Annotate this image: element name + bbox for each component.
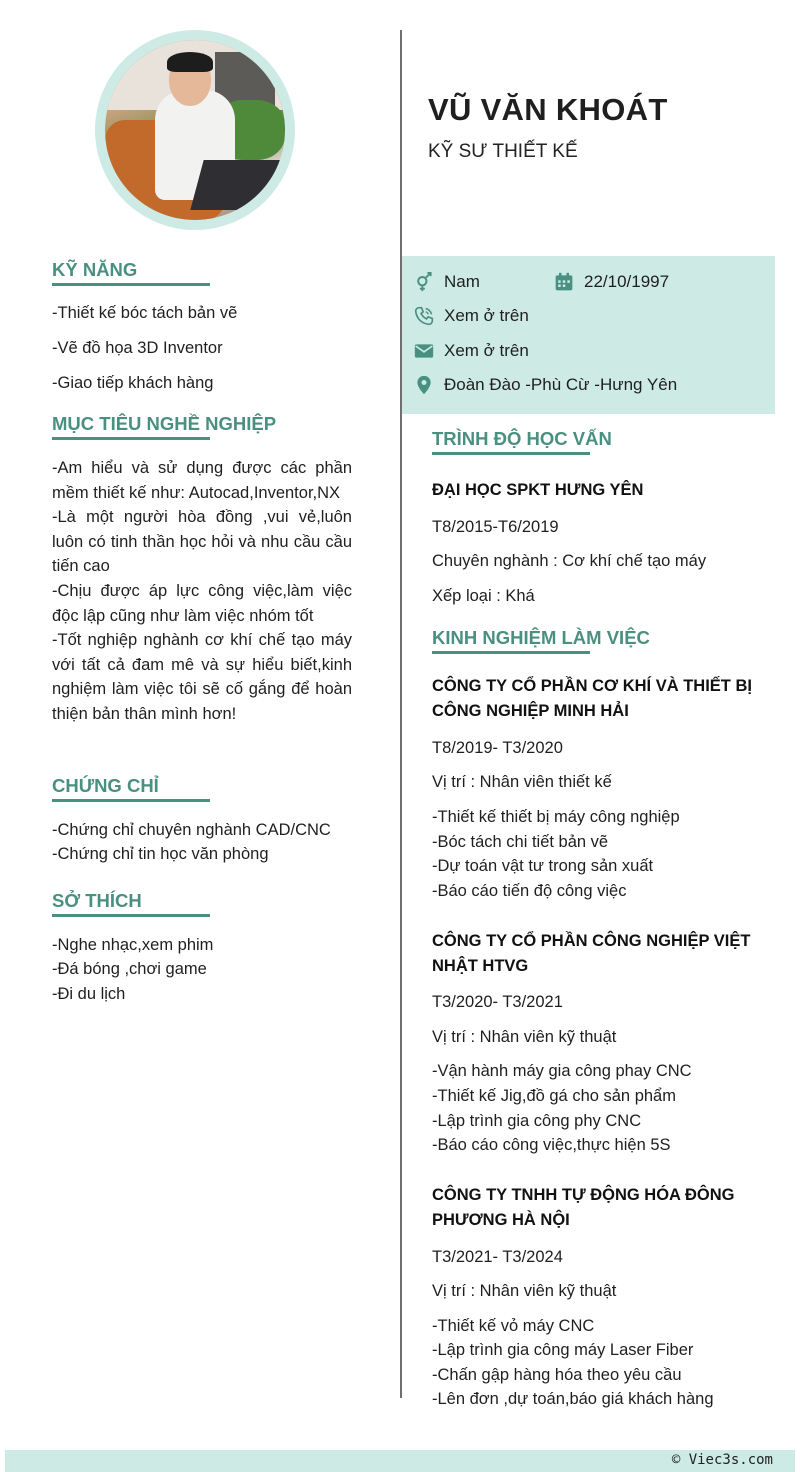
column-divider <box>400 30 402 1398</box>
certificates-heading: CHỨNG CHỈ <box>52 775 159 796</box>
skill-item: -Vẽ đồ họa 3D Inventor <box>52 339 223 357</box>
objective-paragraph: -Là một người hòa đồng ,vui vẻ,luôn luôn có tinh thần học hỏi và nhu cầu cầu tiến cao <box>52 508 352 575</box>
job-period: T3/2020- T3/2021 <box>432 993 563 1011</box>
objective-paragraph: -Am hiểu và sử dụng được các phần mềm thiết kế như: Autocad,Inventor,NX <box>52 459 352 502</box>
phone-icon <box>414 306 434 326</box>
contact-address <box>414 375 677 395</box>
gender-value: Nam <box>444 272 480 291</box>
school-name: ĐẠI HỌC SPKT HƯNG YÊN <box>432 481 644 499</box>
phone-value: Xem ở trên <box>444 306 529 325</box>
job-task: -Bóc tách chi tiết bản vẽ <box>432 833 609 851</box>
job-task: -Thiết kế vỏ máy CNC <box>432 1317 595 1335</box>
job-period: T8/2019- T3/2020 <box>432 739 563 757</box>
calendar-icon <box>554 272 574 292</box>
experience-underline <box>432 651 590 654</box>
skill-item: -Thiết kế bóc tách bản vẽ <box>52 304 238 322</box>
footer-bar <box>5 1450 795 1472</box>
hobby-item: -Nghe nhạc,xem phim <box>52 936 214 954</box>
certificate-item: -Chứng chỉ chuyên nghành CAD/CNC <box>52 821 331 839</box>
avatar <box>95 30 295 230</box>
footer-credit[interactable]: © Viec3s.com <box>671 1452 773 1468</box>
certificate-item: -Chứng chỉ tin học văn phòng <box>52 845 269 863</box>
job-task: -Vận hành máy gia công phay CNC <box>432 1062 692 1080</box>
contact-gender <box>414 272 480 292</box>
email-icon <box>414 341 434 361</box>
job-period: T3/2021- T3/2024 <box>432 1248 563 1266</box>
hobby-item: -Đá bóng ,chơi game <box>52 960 207 978</box>
job-task: -Lập trình gia công máy Laser Fiber <box>432 1341 694 1359</box>
job-company: CÔNG TY TNHH TỰ ĐỘNG HÓA ĐÔNG PHƯƠNG HÀ NỘI <box>432 1186 735 1229</box>
hobbies-heading: SỞ THÍCH <box>52 890 142 911</box>
skills-heading: KỸ NĂNG <box>52 259 138 280</box>
contact-birthday <box>554 272 669 292</box>
certificates-underline <box>52 799 210 802</box>
job-company: CÔNG TY CỔ PHẦN CƠ KHÍ VÀ THIẾT BỊ CÔNG NGHIỆP MINH HẢI <box>432 677 752 720</box>
gender-icon <box>414 272 434 292</box>
hobby-item: -Đi du lịch <box>52 985 126 1003</box>
education-rank: Xếp loại : Khá <box>432 587 535 605</box>
profile-photo <box>105 40 285 220</box>
job-position: Vị trí : Nhân viên thiết kế <box>432 773 612 791</box>
education-period: T8/2015-T6/2019 <box>432 518 559 536</box>
job-title: KỸ SƯ THIẾT KẾ <box>428 141 578 162</box>
job-task: -Báo cáo công việc,thực hiện 5S <box>432 1136 671 1154</box>
contact-email <box>414 341 529 361</box>
job-position: Vị trí : Nhân viên kỹ thuật <box>432 1282 617 1300</box>
job-position: Vị trí : Nhân viên kỹ thuật <box>432 1028 617 1046</box>
contact-panel <box>402 256 775 414</box>
candidate-name: VŨ VĂN KHOÁT <box>428 92 668 127</box>
experience-heading: KINH NGHIỆM LÀM VIỆC <box>432 627 650 648</box>
education-underline <box>432 452 590 455</box>
contact-phone <box>414 306 529 326</box>
birthday-value: 22/10/1997 <box>584 272 670 291</box>
job-task: -Báo cáo tiến độ công việc <box>432 882 627 900</box>
job-task: -Thiết kế thiết bị máy công nghiệp <box>432 808 680 826</box>
job-task: -Lên đơn ,dự toán,báo giá khách hàng <box>432 1390 714 1408</box>
location-icon <box>414 375 434 395</box>
job-task: -Dự toán vật tư trong sản xuất <box>432 857 654 875</box>
skills-underline <box>52 283 210 286</box>
job-task: -Lập trình gia công phy CNC <box>432 1112 642 1130</box>
hobbies-underline <box>52 914 210 917</box>
objective-paragraph: -Chịu được áp lực công việc,làm việc độc lập cũng như làm việc nhóm tốt <box>52 582 352 625</box>
address-value: Đoàn Đào -Phù Cừ -Hưng Yên <box>444 375 678 394</box>
objective-paragraph: -Tốt nghiệp nghành cơ khí chế tạo máy với tất cả đam mê và sự hiểu biết,kinh nghiệm làm việc tôi sẽ cố gắng để hoàn thiện bản thân mình hơn! <box>52 631 352 723</box>
email-value: Xem ở trên <box>444 341 529 360</box>
job-task: -Thiết kế Jig,đồ gá cho sản phẩm <box>432 1087 676 1105</box>
skill-item: -Giao tiếp khách hàng <box>52 374 214 392</box>
job-task: -Chấn gập hàng hóa theo yêu cầu <box>432 1366 682 1384</box>
education-major: Chuyên nghành : Cơ khí chế tạo máy <box>432 552 707 570</box>
objective-heading: MỤC TIÊU NGHỀ NGHIỆP <box>52 413 277 434</box>
job-company: CÔNG TY CỔ PHẦN CÔNG NGHIỆP VIỆT NHẬT HTVG <box>432 932 751 975</box>
objective-underline <box>52 437 210 440</box>
education-heading: TRÌNH ĐỘ HỌC VẤN <box>432 428 612 449</box>
